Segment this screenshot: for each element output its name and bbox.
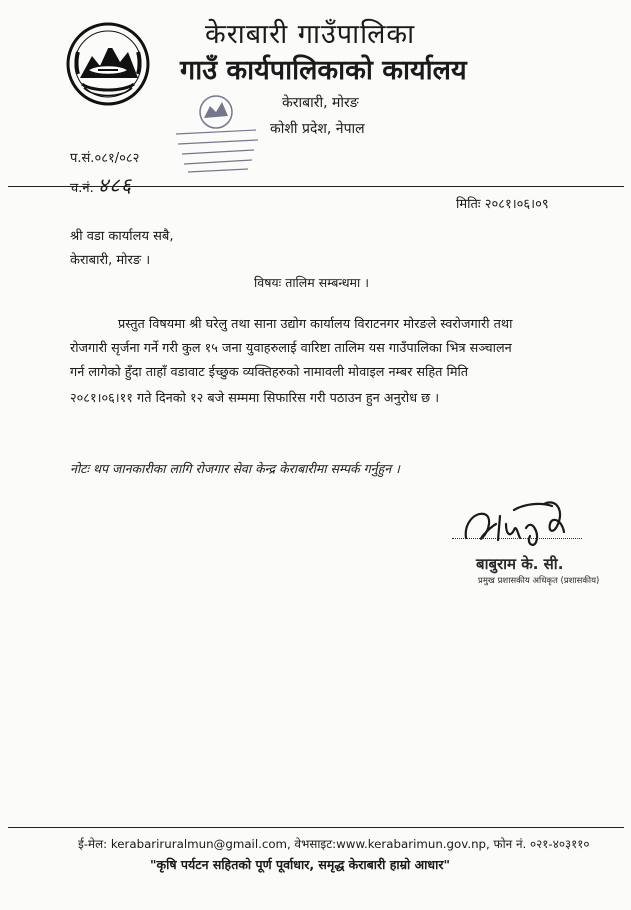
signer-name: बाबुराम के. सी.	[476, 555, 564, 573]
note-label: नोटः	[70, 461, 90, 476]
subject-label: विषयः	[254, 275, 282, 290]
body-line: रोजगारी सृर्जना गर्ने गरी कुल १५ जना युवाहरुलाई वारिष्टा तालिम यस गाउँपालिका भित्र सञ्चालन	[70, 341, 512, 356]
office-subtitle: गाउँ कार्यपालिकाको कार्यालय	[180, 55, 467, 86]
dispatch-number	[70, 171, 132, 198]
address-line-2: कोशी प्रदेश, नेपाल	[270, 121, 365, 137]
footer-contact: ई-मेल: kerabariruralmun@gmail.com, वेभसाइट:www.kerabarimun.gov.np, फोन नं. ०२१-४०३११०	[78, 837, 590, 851]
dispatch-label: च.नं.	[70, 181, 94, 196]
address-line-1: केराबारी, मोरङ	[282, 95, 359, 111]
header-divider	[8, 186, 624, 187]
note-line	[70, 460, 400, 477]
footer-slogan: "कृषि पर्यटन सहितको पूर्ण पूर्वाधार, समृद्ध केराबारी हाम्रो आधार"	[150, 857, 450, 872]
body-line: २०८१।०६।११ गते दिनको १२ बजे सम्ममा सिफारिस गरी पठाउन हुन अनुरोध छ ।	[70, 391, 440, 406]
signature-line	[452, 538, 582, 539]
date-value: २०८१।०६।०९	[484, 197, 549, 212]
body-line: गर्न लागेको हुँदा ताहाँ वडावाट ईच्छुक व्यक्तिहरुको नामावली मोवाइल नम्बर सहित मिति	[70, 365, 469, 380]
recipient-line-2: केराबारी, मोरङ ।	[70, 253, 151, 268]
reference-number	[70, 148, 139, 166]
signer-title: प्रमुख प्रशासकीय अधिकृत (प्रशासकीय)	[478, 576, 600, 586]
office-name: केराबारी गाउँपालिका	[205, 19, 416, 50]
body-line: प्रस्तुत विषयमा श्री घरेलु तथा साना उद्योग कार्यालय विराटनगर मोरङले स्वरोजगारी तथा	[118, 317, 513, 332]
emblem-icon	[62, 18, 154, 110]
date-label: मितिः	[456, 197, 481, 212]
footer-divider	[8, 827, 624, 828]
letter-date	[456, 194, 549, 212]
handwritten-signature	[460, 494, 580, 552]
reference-label: प.सं.	[70, 151, 95, 166]
subject-text: तालिम सम्बन्धमा ।	[285, 275, 369, 290]
note-text: थप जानकारीका लागि रोजगार सेवा केन्द्र केराबारीमा सम्पर्क गर्नुहुन ।	[93, 461, 400, 476]
recipient-line-1: श्री वडा कार्यालय सबै,	[70, 229, 174, 244]
office-seal-stamp	[170, 90, 262, 178]
reference-value: ०८१/०८२	[94, 151, 140, 166]
subject-line	[254, 274, 369, 291]
dispatch-value: ४८६	[97, 173, 133, 197]
